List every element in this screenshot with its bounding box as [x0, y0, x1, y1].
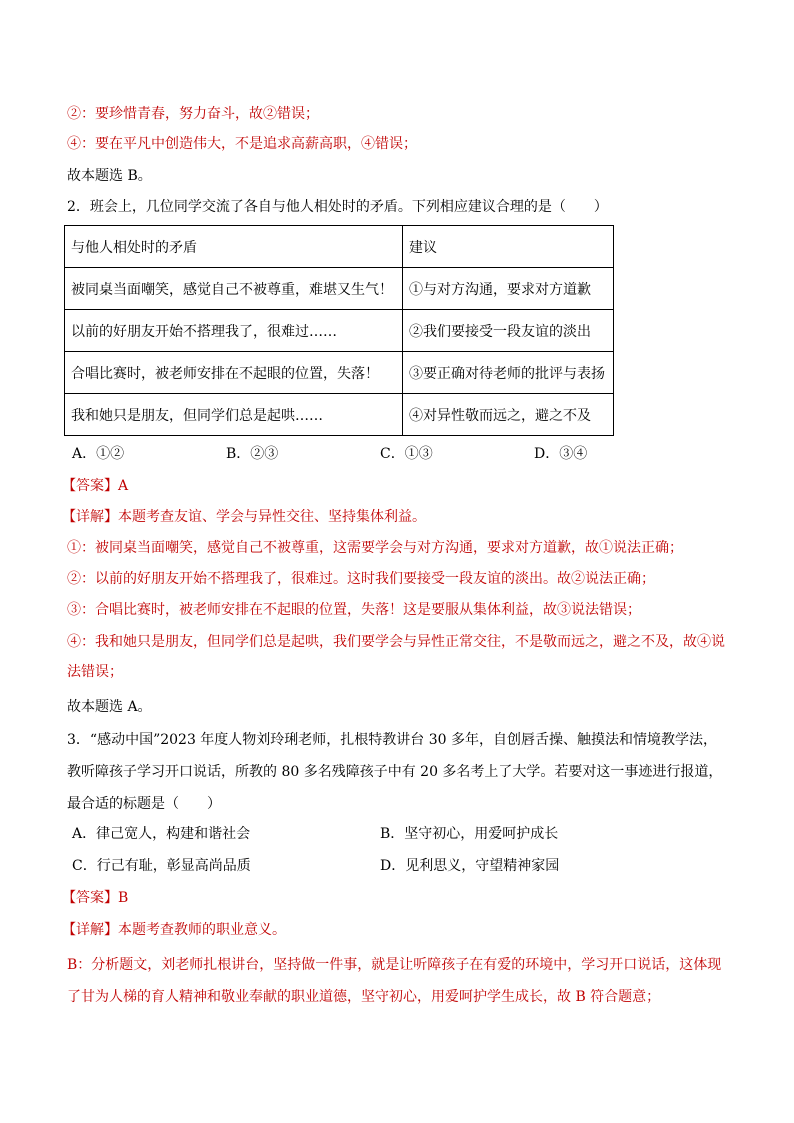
table-cell: 合唱比赛时，被老师安排在不起眼的位置，失落！: [65, 352, 403, 394]
answer-value: A: [118, 478, 129, 494]
table-header-cell: 与他人相处时的矛盾: [65, 226, 403, 268]
q2-analysis-2: ②：以前的好朋友开始不搭理我了，很难过。这时我们要接受一段友谊的淡出。故②说法正确；: [67, 571, 655, 587]
q2-option-b: B．②③: [226, 446, 279, 462]
answer-label: 【答案】: [62, 890, 118, 906]
q2-analysis-1: ①：被同桌当面嘲笑，感觉自己不被尊重，这需要学会与对方沟通，要求对方道歉，故①说法正确；: [67, 540, 683, 556]
q1-conclusion: 故本题选 B。: [67, 168, 152, 184]
q2-answer: [62, 476, 128, 496]
answer-value: B: [118, 890, 129, 906]
table-row: [65, 310, 614, 352]
detail-label: 【详解】: [62, 922, 118, 938]
detail-intro: 本题考查教师的职业意义。: [118, 922, 286, 938]
q3-option-d: D．见利思义，守望精神家园: [380, 858, 560, 874]
table-cell: 以前的好朋友开始不搭理我了，很难过……: [65, 310, 403, 352]
table-row: [65, 352, 614, 394]
answer-label: 【答案】: [62, 478, 118, 494]
q3-detail: [62, 920, 286, 940]
detail-intro: 本题考查友谊、学会与异性交往、坚持集体利益。: [118, 509, 426, 525]
q3-analysis: B：分析题文，刘老师扎根讲台，坚持做一件事，就是让听障孩子在有爱的环境中，学习开口说话，这体现了甘为人梯的育人精神和敬业奉献的职业道德，坚守初心，用爱呵护学生成长，故 B 符合题意；: [67, 957, 722, 1005]
q3-stem: 3．“感动中国”2023 年度人物刘玲琍老师，扎根特教讲台 30 多年，自创唇舌操、触摸法和情境教学法，教听障孩子学习开口说话，所教的 80 多名残障孩子中有 20 多名考上了大学。若要对这一事迹进行报道，最合适的标题是（ ）: [67, 732, 723, 812]
q2-table: [64, 225, 614, 436]
table-row: [65, 268, 614, 310]
q2-detail: [62, 507, 426, 527]
q2-stem: 2．班会上，几位同学交流了各自与他人相处时的矛盾。下列相应建议合理的是（ ）: [67, 199, 608, 215]
q3-option-c: C．行己有耻，彰显高尚品质: [72, 858, 251, 874]
q3-option-b: B．坚守初心，用爱呵护成长: [380, 826, 559, 842]
q2-analysis-4: ④：我和她只是朋友，但同学们总是起哄，我们要学会与异性正常交往，不是敬而远之，避之不及，故④说法错误；: [67, 634, 725, 680]
q3-answer: [62, 888, 128, 908]
table-cell: 被同桌当面嘲笑，感觉自己不被尊重，难堪又生气！: [65, 268, 403, 310]
q2-analysis-3: ③：合唱比赛时，被老师安排在不起眼的位置，失落！这是要服从集体利益，故③说法错误；: [67, 602, 641, 618]
table-cell: ②我们要接受一段友谊的淡出: [403, 310, 614, 352]
table-row: [65, 394, 614, 436]
table-header-cell: 建议: [403, 226, 614, 268]
detail-label: 【详解】: [62, 509, 118, 525]
table-cell: ④对异性敬而远之，避之不及: [403, 394, 614, 436]
table-cell: ①与对方沟通，要求对方道歉: [403, 268, 614, 310]
q2-conclusion: 故本题选 A。: [67, 699, 152, 715]
q1-analysis-line-2: ②：要珍惜青春，努力奋斗，故②错误；: [67, 106, 319, 122]
table-header-row: [65, 226, 614, 268]
table-cell: ③要正确对待老师的批评与表扬: [403, 352, 614, 394]
table-cell: 我和她只是朋友，但同学们总是起哄……: [65, 394, 403, 436]
q2-option-c: C．①③: [380, 446, 433, 462]
q3-option-a: A．律己宽人，构建和谐社会: [72, 826, 251, 842]
q2-option-d: D．③④: [534, 446, 588, 462]
q1-analysis-line-4: ④：要在平凡中创造伟大，不是追求高薪高职，④错误；: [67, 136, 417, 152]
q2-option-a: A．①②: [72, 446, 125, 462]
